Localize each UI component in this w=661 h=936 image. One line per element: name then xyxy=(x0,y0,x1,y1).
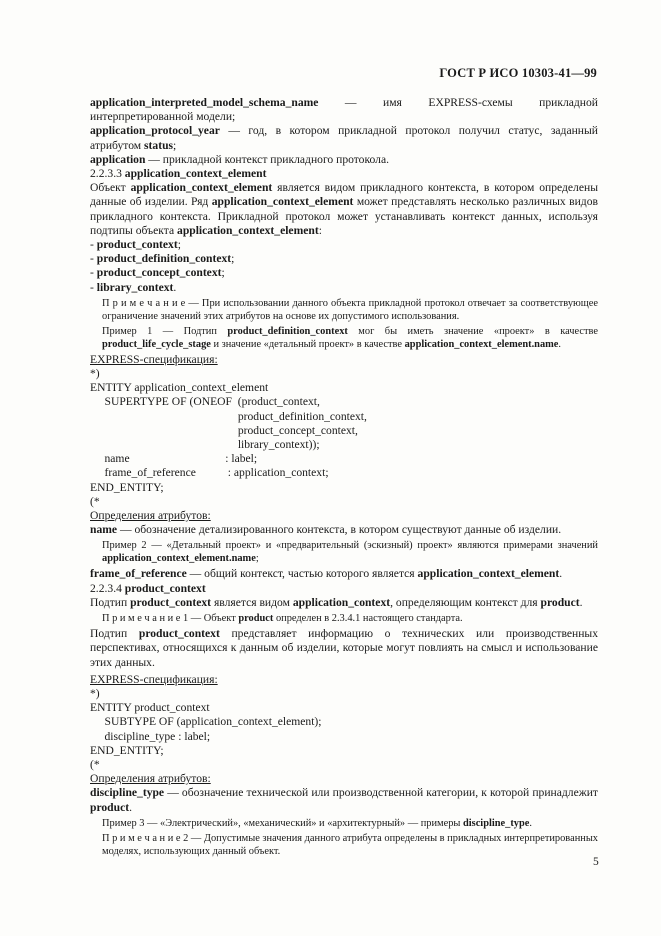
standard-header: ГОСТ Р ИСО 10303-41—99 xyxy=(439,66,597,80)
paragraph-product-context: Подтип product_context является видом application_context, определяющим контекст для product. xyxy=(90,595,583,609)
section-heading-2-2-3-3: 2.2.3.3 application_context_element xyxy=(90,167,267,181)
express-spec-title-2: EXPRESS-спецификация: xyxy=(90,672,218,686)
code-line: (* xyxy=(90,757,100,771)
code-line: product_concept_context, xyxy=(90,423,358,437)
note-3: П р и м е ч а н и е 2 — Допустимые значения данного атрибута определены в прикладных интерпретированных моделях, использующих данный объект. xyxy=(102,832,598,857)
term: application xyxy=(90,152,146,166)
code-line: *) xyxy=(90,367,100,381)
page-number: 5 xyxy=(593,856,599,868)
code-line: SUBTYPE OF (application_context_element); xyxy=(90,715,322,729)
page-content xyxy=(90,96,598,860)
code-line: name : label; xyxy=(90,452,258,466)
express-code-block xyxy=(90,367,598,509)
attribute-definitions-title-2: Определения атрибутов: xyxy=(90,772,211,786)
code-line: frame_of_reference : application_context; xyxy=(90,466,329,480)
paragraph-product-context-info: Подтип product_context представляет информацию о технических или производственных перспективах, относящихся к данным об изделии, которые могут повлиять на смысл и использование этих данных. xyxy=(90,627,599,669)
subtype-list xyxy=(90,238,598,295)
paragraph-protocol-year: application_protocol_year — год, в котором прикладной протокол получил статус, заданный атрибутом status; xyxy=(90,124,598,152)
list-item: - product_context; xyxy=(90,238,181,252)
paragraph-discipline-type: discipline_type — обозначение технической или производственной категории, к которой принадлежит product. xyxy=(90,786,598,814)
code-line: END_ENTITY; xyxy=(90,480,164,494)
code-line: (* xyxy=(90,494,100,508)
code-line: discipline_type : label; xyxy=(90,729,211,743)
example-1: Пример 1 — Подтип product_definition_context мог бы иметь значение «проект» в качестве product_life_cycle_stage и значение «детальный проект» в качестве application_context_element.name. xyxy=(102,325,598,350)
code-line: library_context)); xyxy=(90,438,320,452)
term: application_protocol_year xyxy=(90,124,220,138)
attribute-definitions-title: Определения атрибутов: xyxy=(90,509,211,523)
section-heading-2-2-3-4: 2.2.3.4 product_context xyxy=(90,581,206,595)
note-1: П р и м е ч а н и е — При использовании данного объекта прикладной протокол отвечает за соответствующее ограничение значений этих атрибутов на основе их допустимого использования. xyxy=(102,297,598,322)
list-item: - product_definition_context; xyxy=(90,252,235,266)
paragraph-model-schema-name: application_interpreted_model_schema_name — имя EXPRESS-схемы прикладной интерпретированной модели; xyxy=(90,96,598,124)
paragraph-context-element: Объект application_context_element является видом прикладного контекста, в котором определены данные об изделии. Ряд application_context_element может представлять несколько различных видов прикладного контекста. Прикладной протокол может устанавливать контекст данных, используя подтипы объекта application_context_element: xyxy=(90,181,598,237)
code-line: ENTITY product_context xyxy=(90,701,210,715)
express-spec-title: EXPRESS-спецификация: xyxy=(90,352,218,366)
term: application_interpreted_model_schema_name xyxy=(90,96,319,109)
paragraph-name-attr: name — обозначение детализированного контекста, в котором существуют данные об изделии. xyxy=(90,523,562,537)
code-line: END_ENTITY; xyxy=(90,743,164,757)
note-2: П р и м е ч а н и е 1 — Объект product определен в 2.3.4.1 настоящего стандарта. xyxy=(102,613,463,625)
paragraph-application: application — прикладной контекст прикладного протокола. xyxy=(90,152,389,166)
express-code-block-2 xyxy=(90,687,598,772)
list-item: - library_context. xyxy=(90,280,177,294)
paragraph-frame-of-reference: frame_of_reference — общий контекст, частью которого является application_context_element. xyxy=(90,567,563,581)
example-3: Пример 3 — «Электрический», «механический» и «архитектурный» — примеры discipline_type. xyxy=(102,817,532,829)
code-line: SUPERTYPE OF (ONEOF (product_context, xyxy=(90,395,320,409)
list-item: - product_concept_context; xyxy=(90,266,225,280)
example-2: Пример 2 — «Детальный проект» и «предварительный (эскизный) проект» являются примерами значений application_context_element.name; xyxy=(102,540,598,565)
code-line: ENTITY application_context_element xyxy=(90,381,269,395)
code-line: product_definition_context, xyxy=(90,409,367,423)
code-line: *) xyxy=(90,686,100,700)
